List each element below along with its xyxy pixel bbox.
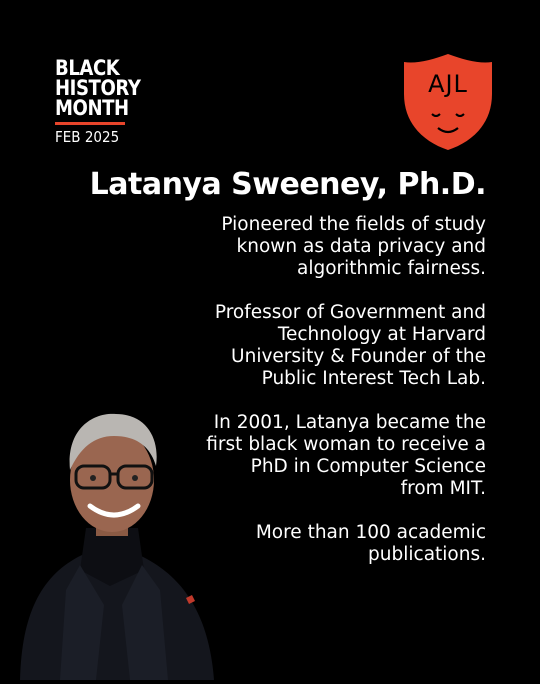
bio-line: Public Interest Tech Lab. [261, 368, 486, 389]
badge-divider [55, 122, 125, 125]
bio-paragraph-2 [126, 302, 486, 390]
black-history-month-badge [55, 58, 147, 146]
ajl-logo [402, 52, 494, 152]
badge-date: FEB 2025 [55, 128, 120, 146]
badge-line-history: HISTORY [55, 76, 141, 100]
portrait-photo [0, 400, 240, 680]
bio-line: Technology at Harvard [277, 324, 486, 345]
bio-line: algorithmic fairness. [296, 258, 486, 279]
bio-paragraph-1 [126, 214, 486, 280]
bio-line: In 2001, Latanya became the [213, 412, 486, 433]
shield-face-icon [402, 52, 494, 152]
bio-line: PhD in Computer Science [250, 456, 486, 477]
bio-line: More than 100 academic [255, 522, 486, 543]
badge-line-month: MONTH [55, 96, 129, 120]
bio-line: publications. [368, 544, 486, 565]
bio-line: from MIT. [400, 478, 486, 499]
bio-line: known as data privacy and [236, 236, 486, 257]
person-name: Latanya Sweeney, Ph.D. [89, 167, 486, 202]
logo-text: AJL [428, 70, 468, 98]
bio-line: Pioneered the fields of study [221, 214, 486, 235]
bio-line: first black woman to receive a [206, 434, 486, 455]
bio-line: Professor of Government and [214, 302, 486, 323]
bio-line: University & Founder of the [231, 346, 486, 367]
badge-line-black: BLACK [55, 56, 120, 80]
